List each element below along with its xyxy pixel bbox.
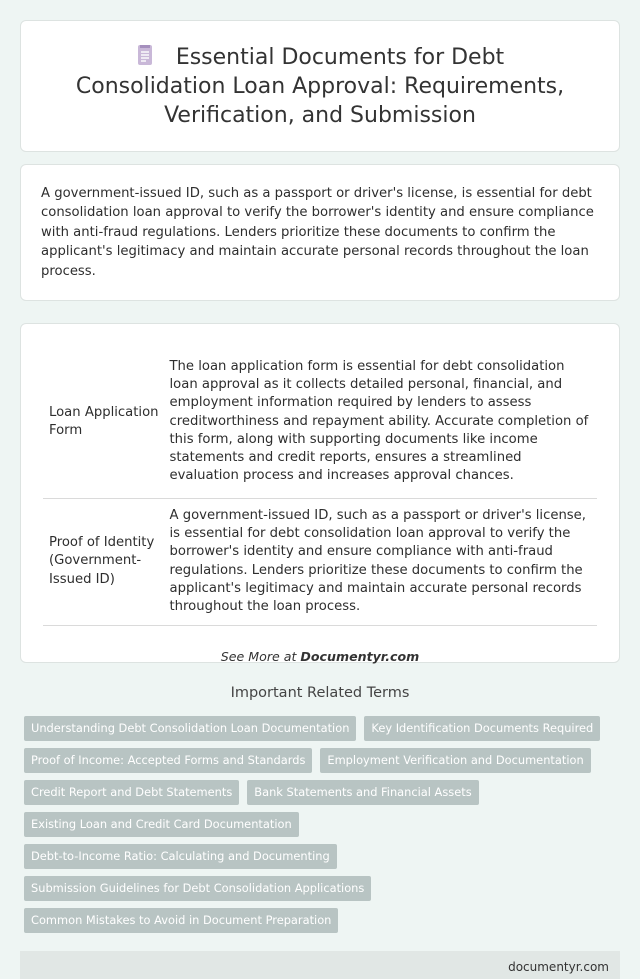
page-title-text: Essential Documents for Debt Consolidation Loan Approval: Requirements, Verification, and Submission xyxy=(75,44,565,128)
related-term-tag[interactable]: Debt-to-Income Ratio: Calculating and Documenting xyxy=(24,844,337,869)
page-title xyxy=(61,43,579,130)
footer-site-link[interactable]: documentyr.com xyxy=(508,960,609,974)
title-card xyxy=(20,20,620,152)
related-term-tag[interactable]: Existing Loan and Credit Card Documentation xyxy=(24,812,299,837)
related-term-tag[interactable]: Submission Guidelines for Debt Consolidation Applications xyxy=(24,876,371,901)
summary-text: A government-issued ID, such as a passport or driver's license, is essential for debt consolidation loan approval to verify the borrower's identity and ensure compliance with anti-fraud regulations. Lenders prioritize these documents to confirm the applicant's legitimacy and maintain accurate personal records throughout the loan process. xyxy=(41,186,594,279)
document-icon xyxy=(136,44,154,66)
footer xyxy=(20,951,620,979)
row-description: The loan application form is essential for debt consolidation loan approval as it collects detailed personal, financial, and employment information required by lenders to assess creditworthiness and repayment ability. Accurate completion of this form, along with supporting documents like income statements and credit reports, ensures a streamlined evaluation process and increases approval chances. xyxy=(165,346,597,498)
related-term-tag[interactable]: Credit Report and Debt Statements xyxy=(24,780,239,805)
related-term-tag[interactable]: Employment Verification and Documentation xyxy=(320,748,590,773)
documents-table xyxy=(43,346,597,626)
row-label: Loan Application Form xyxy=(43,346,165,498)
summary-card xyxy=(20,164,620,301)
row-label: Proof of Identity (Government-Issued ID) xyxy=(43,498,165,625)
see-more-site[interactable]: Documentyr.com xyxy=(300,648,420,664)
related-terms-list xyxy=(20,712,620,936)
related-terms-heading: Important Related Terms xyxy=(230,685,410,701)
related-term-tag[interactable]: Proof of Income: Accepted Forms and Standards xyxy=(24,748,312,773)
row-description: A government-issued ID, such as a passport or driver's license, is essential for debt consolidation loan approval to verify the borrower's identity and ensure compliance with anti-fraud regulations. Lenders prioritize these documents to confirm the applicant's legitimacy and maintain accurate personal records throughout the loan process. xyxy=(165,498,597,625)
see-more-prefix: See More at xyxy=(220,648,301,664)
related-term-tag[interactable]: Common Mistakes to Avoid in Document Preparation xyxy=(24,908,338,933)
table-row xyxy=(43,498,597,625)
related-term-tag[interactable]: Understanding Debt Consolidation Loan Documentation xyxy=(24,716,356,741)
related-term-tag[interactable]: Key Identification Documents Required xyxy=(364,716,600,741)
see-more-link[interactable] xyxy=(43,649,597,664)
documents-table-card xyxy=(20,323,620,663)
related-term-tag[interactable]: Bank Statements and Financial Assets xyxy=(247,780,478,805)
table-row xyxy=(43,346,597,498)
